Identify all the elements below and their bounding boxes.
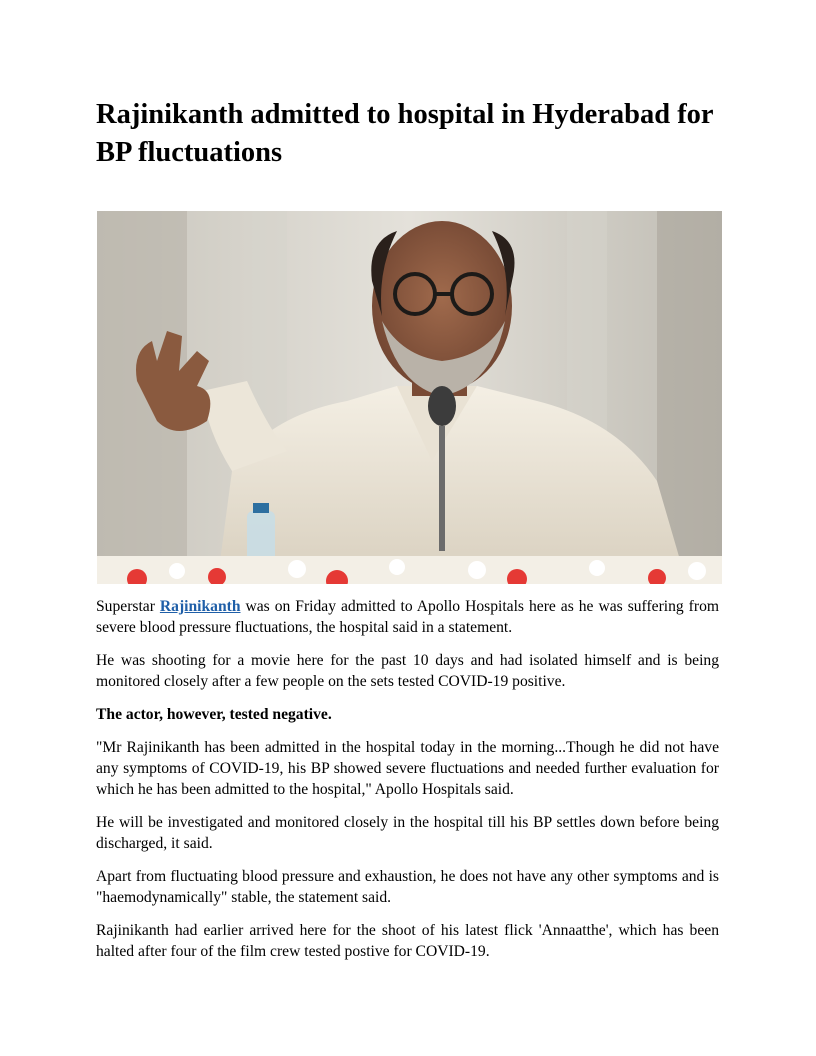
article-paragraph: He was shooting for a movie here for the past 10 days and had isolated himself and is being monitored closely after a few people on the sets tested COVID-19 positive. bbox=[96, 652, 719, 690]
article-paragraph: Apart from fluctuating blood pressure and exhaustion, he does not have any other symptoms and is "haemodynamically" stable, the statement said. bbox=[96, 868, 719, 906]
article-paragraph: Rajinikanth had earlier arrived here for the shoot of his latest flick 'Annaatthe', which has been halted after four of the film crew tested postive for COVID-19. bbox=[96, 922, 719, 960]
article-paragraph: He will be investigated and monitored closely in the hospital till his BP settles down before being discharged, it said. bbox=[96, 814, 719, 852]
press-conference-photo-illustration bbox=[97, 211, 722, 584]
article-photo bbox=[97, 211, 722, 584]
article-paragraph: "Mr Rajinikanth has been admitted in the hospital today in the morning...Though he did not have any symptoms of COVID-19, his BP showed severe fluctuations and needed further evaluation for which he has been admitted to the hospital," Apollo Hospitals said. bbox=[96, 739, 719, 798]
article-headline: Rajinikanth admitted to hospital in Hyderabad for BP fluctuations bbox=[96, 99, 714, 168]
article-body bbox=[96, 596, 719, 974]
article-paragraph-bold: The actor, however, tested negative. bbox=[96, 706, 332, 723]
article-paragraph: Superstar Rajinikanth was on Friday admitted to Apollo Hospitals here as he was suffering from severe blood pressure fluctuations, the hospital said in a statement. bbox=[96, 598, 719, 636]
rajinikanth-link[interactable]: Rajinikanth bbox=[159, 598, 241, 615]
